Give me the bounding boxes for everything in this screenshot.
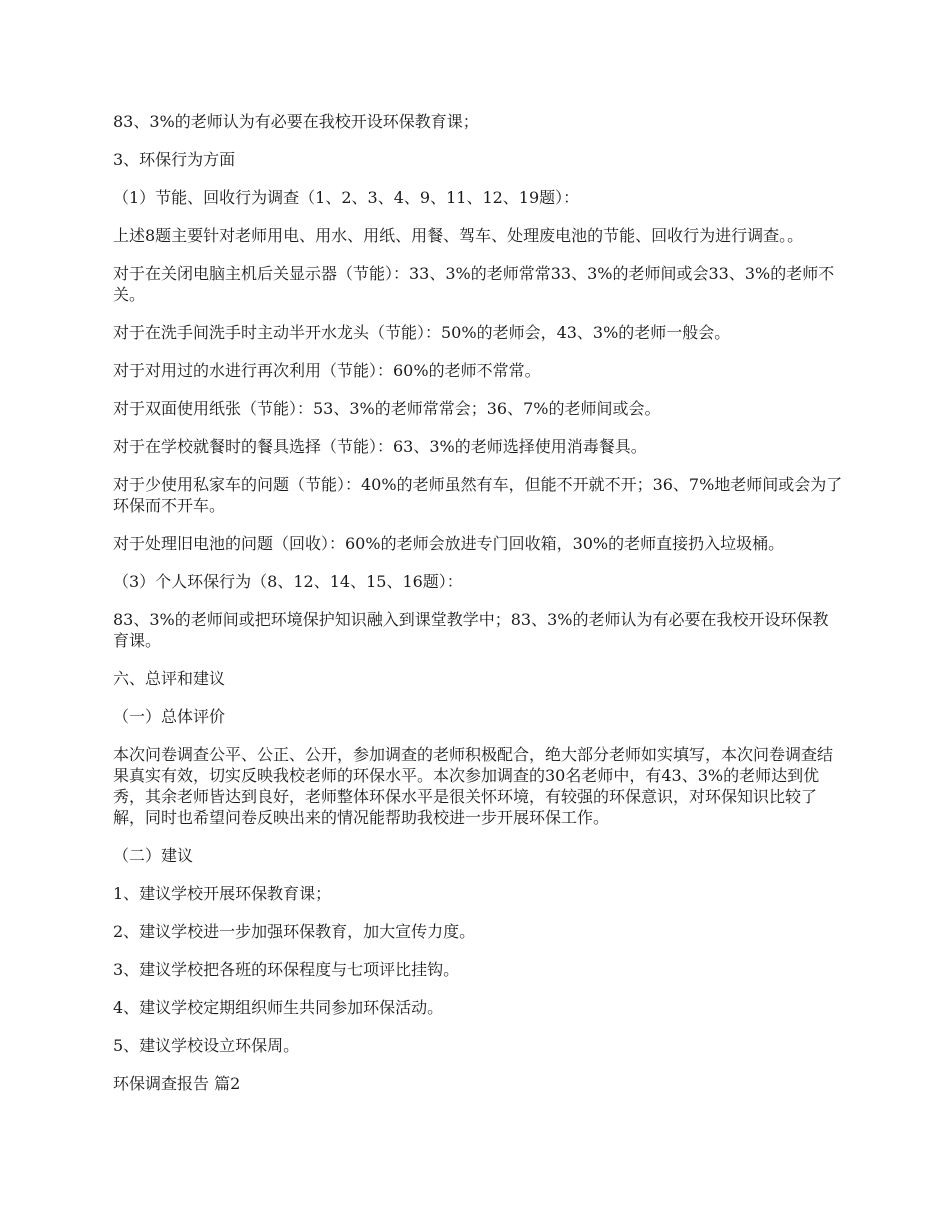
next-article-title: 环保调查报告 篇2 <box>113 1074 241 1093</box>
suggestion-item-4: 4、建议学校定期组织师生共同参加环保活动。 <box>113 998 444 1017</box>
section-heading-behavior: 3、环保行为方面 <box>113 150 236 169</box>
subsection-heading-overall-evaluation: （一）总体评价 <box>113 707 226 726</box>
paragraph-8: 对于在学校就餐时的餐具选择（节能）：63、3%的老师选择使用消毒餐具。 <box>113 437 647 456</box>
paragraph-5: 对于在洗手间洗手时主动半开水龙头（节能）：50%的老师会，43、3%的老师一般会。 <box>113 323 731 342</box>
paragraph-10: 对于处理旧电池的问题（回收）：60%的老师会放进专门回收箱，30%的老师直接扔入垃圾桶。 <box>113 534 785 553</box>
subsection-heading-personal-behavior: （3）个人环保行为（8、12、14、15、16题）： <box>113 572 463 591</box>
paragraph-12: 83、3%的老师间或把环境保护知识融入到课堂教学中；83、3%的老师认为有必要在我校开设环保教育课。 <box>113 610 829 650</box>
paragraph-0: 83、3%的老师认为有必要在我校开设环保教育课； <box>113 112 479 131</box>
document-body <box>113 111 843 1094</box>
suggestion-item-3: 3、建议学校把各班的环保程度与七项评比挂钩。 <box>113 960 460 979</box>
suggestion-item-5: 5、建议学校设立环保周。 <box>113 1036 300 1055</box>
section-heading-summary: 六、总评和建议 <box>113 669 226 688</box>
paragraph-9: 对于少使用私家车的问题（节能）：40%的老师虽然有车，但能不开就不开；36、7%地老师间或会为了环保而不开车。 <box>113 475 843 515</box>
suggestion-item-1: 1、建议学校开展环保教育课； <box>113 884 332 903</box>
paragraph-7: 对于双面使用纸张（节能）：53、3%的老师常常会；36、7%的老师间或会。 <box>113 399 661 418</box>
paragraph-4: 对于在关闭电脑主机后关显示器（节能）：33、3%的老师常常33、3%的老师间或会33、3%的老师不关。 <box>113 264 835 304</box>
subsection-heading-energy-recycling: （1）节能、回收行为调查（1、2、3、4、9、11、12、19题）： <box>113 188 580 207</box>
suggestion-item-2: 2、建议学校进一步加强环保教育，加大宣传力度。 <box>113 922 476 941</box>
paragraph-3: 上述8题主要针对老师用电、用水、用纸、用餐、驾车、处理废电池的节能、回收行为进行调查。。 <box>113 226 804 245</box>
paragraph-6: 对于对用过的水进行再次利用（节能）：60%的老师不常常。 <box>113 361 541 380</box>
paragraph-15: 本次问卷调查公平、公正、公开，参加调查的老师积极配合，绝大部分老师如实填写，本次问卷调查结果真实有效，切实反映我校老师的环保水平。本次参加调查的30名老师中，有43、3%的老师达到优秀，其余老师皆达到良好，老师整体环保水平是很关怀环境，有较强的环保意识，对环保知识比较了解，同时也希望问卷反映出来的情况能帮助我校进一步开展环保工作。 <box>113 745 834 827</box>
subsection-heading-suggestions: （二）建议 <box>113 846 194 865</box>
